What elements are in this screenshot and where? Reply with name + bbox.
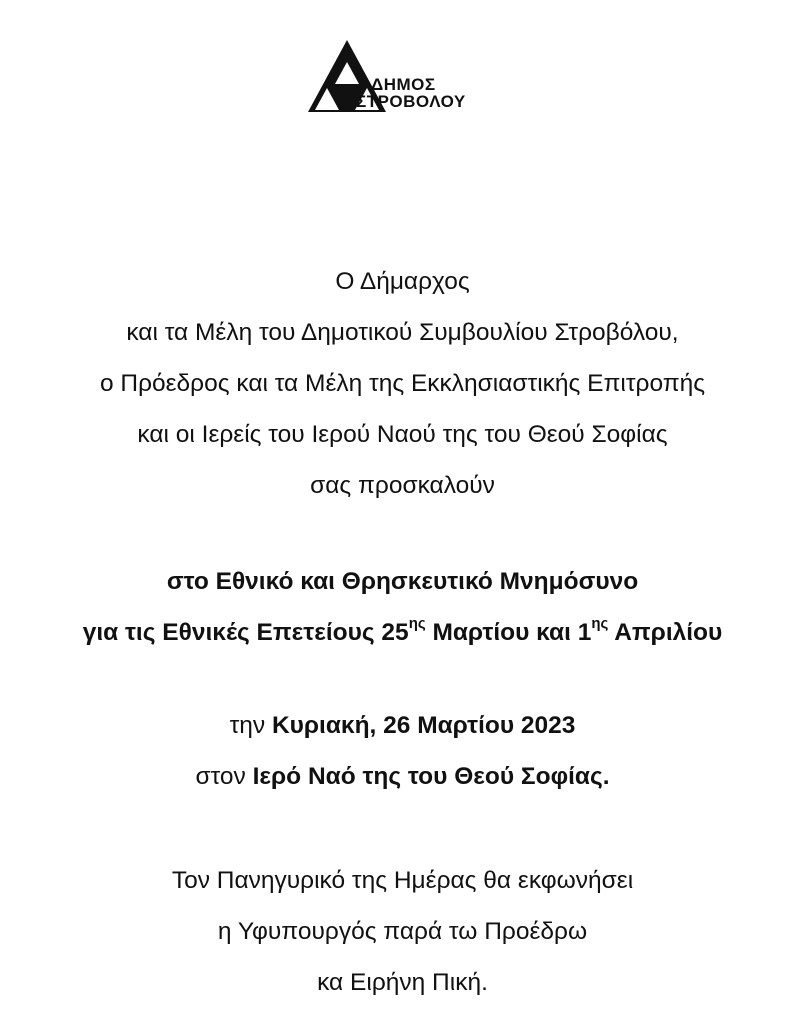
event-line-2-part-1: για τις Εθνικές Επετείους 25 [82, 619, 409, 646]
hosts-line-2: και τα Μέλη του Δημοτικού Συμβουλίου Στροβόλου, [126, 319, 679, 346]
logo-text-line2: ΣΤΡΟΒΟΛΟΥ [356, 92, 466, 111]
hosts-line-3: ο Πρόεδρος και τα Μέλη της Εκκλησιαστικής Επιτροπής [99, 370, 706, 397]
venue-line [0, 751, 805, 802]
event-date: Κυριακή, 26 Μαρτίου 2023 [271, 712, 576, 739]
date-line [0, 700, 805, 751]
speech-line-3: κα Ειρήνη Πική. [317, 969, 488, 996]
date-prefix: την [229, 712, 272, 739]
hosts-paragraph [0, 256, 805, 511]
speech-line-1: Τον Πανηγυρικό της Ημέρας θα εκφωνήσει [171, 867, 634, 894]
event-line-2 [0, 607, 805, 658]
hosts-line-5: σας προσκαλούν [310, 472, 495, 499]
event-paragraph [0, 556, 805, 658]
event-line-2-part-2: Μαρτίου και 1 [425, 619, 592, 646]
event-line-2-part-3: Απριλίου [608, 619, 723, 646]
hosts-line-1: Ο Δήμαρχος [335, 268, 470, 295]
date-venue-paragraph [0, 700, 805, 802]
speech-paragraph [0, 855, 805, 1008]
speech-line-2: η Υφυπουργός παρά τω Προέδρω [217, 918, 588, 945]
hosts-line-4: και οι Ιερείς του Ιερού Ναού της του Θεού Σοφίας [137, 421, 668, 448]
venue-prefix: στον [195, 763, 253, 790]
event-line-1: στο Εθνικό και Θρησκευτικό Μνημόσυνο [166, 568, 639, 595]
logo-text-line1: ΔΗΜΟΣ [371, 75, 436, 94]
event-venue: Ιερό Ναό της του Θεού Σοφίας. [252, 763, 610, 790]
ordinal-suffix-1: ης [408, 614, 426, 632]
ordinal-suffix-2: ης [591, 614, 609, 632]
municipality-logo [306, 38, 516, 118]
